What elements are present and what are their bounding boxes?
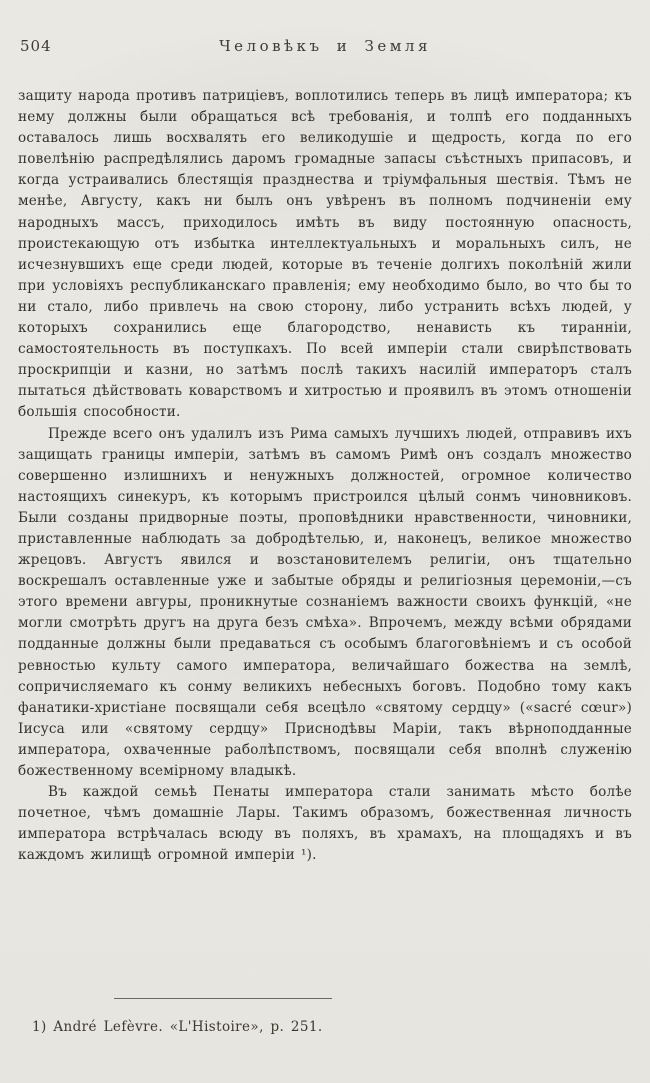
footnote-separator xyxy=(114,998,332,999)
body-paragraph: защиту народа противъ патриціевъ, воплотились теперь въ лицѣ императора; къ нему должны были обращаться всѣ требованія, и толпѣ его подданныхъ оставалось лишь восхвалять его великодушіе и щедрость, когда по его повелѣнію распредѣлялись даромъ громадные запасы съѣстныхъ припасовъ, и когда устраивались блестящія празднества и тріумфальныя шествія. Тѣмъ не менѣе, Августу, какъ ни былъ онъ увѣренъ въ полномъ подчиненіи ему народныхъ массъ, приходилось имѣть въ виду постоянную опасность, проистекающую отъ избытка интеллектуальныхъ и моральныхъ силъ, не исчезнувшихъ еще среди людей, которые въ теченіе долгихъ поколѣній жили при условіяхъ республиканскаго правленія; ему необходимо было, во что бы то ни стало, либо привлечь на свою сторону, либо устранить всѣхъ людей, у которыхъ сохранились еще благородство, ненависть къ тиранніи, самостоятельность въ поступкахъ. По всей имперіи стали свирѣпствовать проскрипціи и казни, но затѣмъ послѣ такихъ насилій императоръ сталъ пытаться дѣйствовать коварствомъ и хитростью и проявилъ въ этомъ отношеніи большія способности. xyxy=(18,88,632,421)
footnote: 1) André Lefèvre. «L'Histoire», p. 251. xyxy=(32,1019,323,1035)
footnote-block xyxy=(18,998,632,1035)
body-paragraph: Прежде всего онъ удалилъ изъ Рима самыхъ лучшихъ людей, отправивъ ихъ защищать границы имперіи, затѣмъ въ самомъ Римѣ онъ создалъ множество совершенно излишнихъ и ненужныхъ должностей, огромное количество настоящихъ синекуръ, къ которымъ пристроился цѣлый сонмъ чиновниковъ. Были созданы придворные поэты, проповѣдники нравственности, чиновники, приставленные наблюдать за добродѣтелью, и, наконецъ, великое множество жрецовъ. Августъ явился и возстановителемъ религіи, онъ тщательно воскрешалъ оставленные уже и забытые обряды и религіозныя церемоніи,—съ этого времени авгуры, проникнутые сознаніемъ важности своихъ функцій, «не могли смотрѣть другъ на друга безъ смѣха». Впрочемъ, между всѣми обрядами подданные должны были предаваться съ особымъ благоговѣніемъ и съ особой ревностью культу самого императора, величайшаго божества на землѣ, сопричисляемаго къ сонму великихъ небесныхъ боговъ. Подобно тому какъ фанатики-христіане посвящали себя всецѣло «святому сердцу» («sacré cœur») Іисуса или «святому сердцу» Приснодѣвы Маріи, такъ вѣрноподданные императора, охваченные раболѣпствомъ, посвящали себя вполнѣ служенію божественному всемірному владыкѣ. xyxy=(18,425,632,779)
running-header xyxy=(18,0,632,60)
running-title: Человѣкъ и Земля xyxy=(219,37,431,55)
page-number: 504 xyxy=(20,37,52,55)
text-block xyxy=(18,86,632,866)
body-paragraph: Въ каждой семьѣ Пенаты императора стали занимать мѣсто болѣе почетное, чѣмъ домашніе Лары. Такимъ образомъ, божественная личность императора встрѣчалась всюду въ поляхъ, въ храмахъ, на площадяхъ и въ каждомъ жилищѣ огромной имперіи ¹). xyxy=(18,784,632,864)
